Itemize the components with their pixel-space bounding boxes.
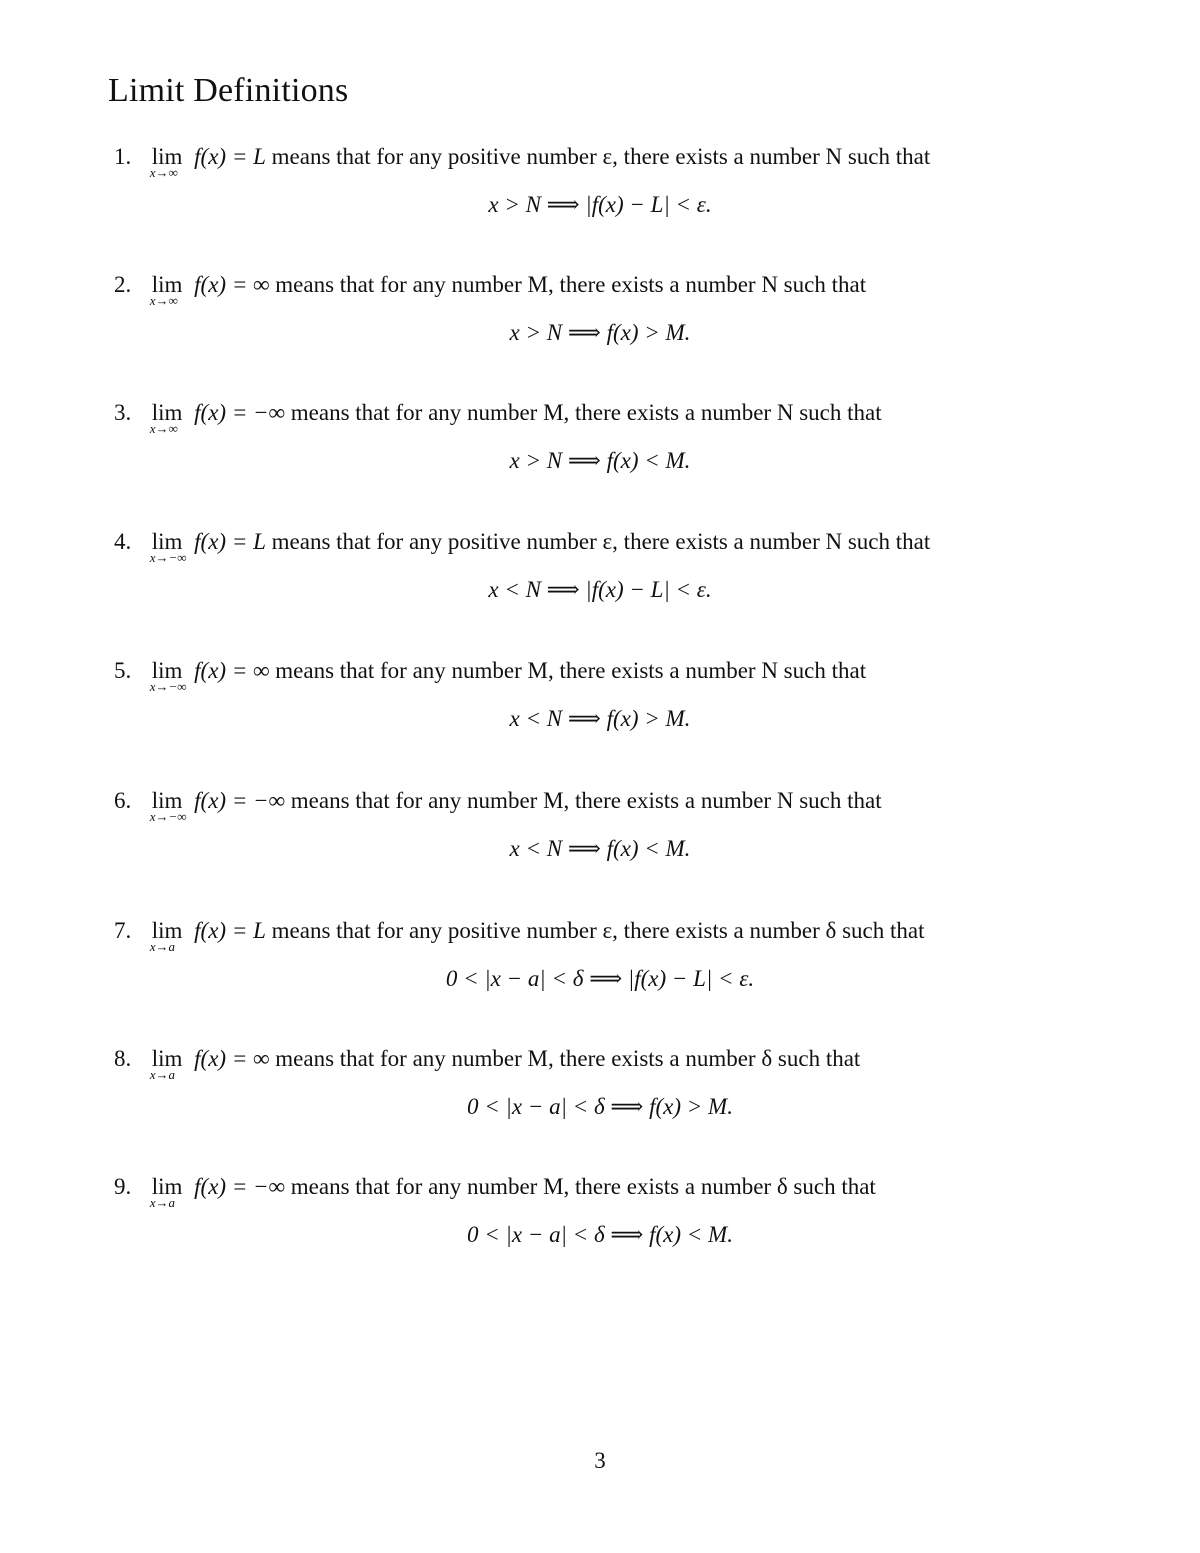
limit-operator [149,656,187,694]
definition-9 [0,1172,1200,1292]
display-formula: x < N ⟹ |f(x) − L| < ε. [488,577,712,602]
limit-statement: f(x) = ∞ [194,1046,270,1071]
definition-text: means that for any number M, there exists a number N such that [290,400,882,425]
display-formula: x < N ⟹ f(x) < M. [509,836,691,861]
display-formula: 0 < |x − a| < δ ⟹ f(x) < M. [467,1222,733,1247]
limit-statement: f(x) = −∞ [194,788,286,813]
limit-subscript: x→a [149,1067,176,1082]
item-number: 9. [114,1174,132,1199]
definition-8 [0,1044,1200,1164]
limit-operator [149,1172,183,1210]
definition-4 [0,527,1200,647]
limit-statement: f(x) = L [194,144,266,169]
definition-statement [114,1172,876,1210]
definition-statement [114,527,931,565]
limit-operator [149,142,183,180]
display-formula: 0 < |x − a| < δ ⟹ |f(x) − L| < ε. [445,966,755,991]
item-number: 6. [114,788,132,813]
lim-word: lim [151,529,183,554]
display-formula: x > N ⟹ f(x) < M. [509,448,691,473]
item-number: 3. [114,400,132,425]
limit-subscript: x→a [149,1195,176,1210]
definition-7 [0,916,1200,1036]
item-number: 8. [114,1046,132,1071]
definition-text: means that for any number M, there exists a number δ such that [290,1174,876,1199]
lim-word: lim [151,918,183,943]
page-title: Limit Definitions [108,72,349,109]
limit-operator [149,527,187,565]
limit-subscript: x→a [149,939,176,954]
definition-6 [0,786,1200,906]
limit-subscript: x→−∞ [149,809,187,824]
limit-subscript: x→−∞ [149,679,187,694]
definition-3 [0,398,1200,518]
item-number: 7. [114,918,132,943]
definition-statement [114,398,882,436]
definition-text: means that for any number M, there exists a number N such that [275,272,867,297]
lim-word: lim [151,1046,183,1071]
limit-operator [149,398,183,436]
lim-word: lim [151,1174,183,1199]
definition-2 [0,270,1200,390]
limit-operator [149,786,187,824]
limit-subscript: x→∞ [149,165,178,180]
item-number: 4. [114,529,132,554]
limit-statement: f(x) = −∞ [194,400,286,425]
limit-statement: f(x) = ∞ [194,272,270,297]
limit-statement: f(x) = L [194,918,266,943]
lim-word: lim [151,788,183,813]
display-formula: 0 < |x − a| < δ ⟹ f(x) > M. [467,1094,733,1119]
definition-text: means that for any positive number ε, there exists a number N such that [271,144,931,169]
limit-statement: f(x) = −∞ [194,1174,286,1199]
lim-word: lim [151,144,183,169]
display-formula: x > N ⟹ f(x) > M. [509,320,691,345]
lim-word: lim [151,658,183,683]
definition-text: means that for any positive number ε, there exists a number δ such that [271,918,925,943]
definition-statement [114,270,867,308]
limit-operator [149,270,183,308]
definition-statement [114,656,867,694]
limit-subscript: x→−∞ [149,550,187,565]
limit-subscript: x→∞ [149,421,178,436]
definition-text: means that for any number M, there exists a number N such that [275,658,867,683]
page-number: 3 [594,1448,606,1473]
limit-statement: f(x) = L [194,529,266,554]
item-number: 5. [114,658,132,683]
display-formula: x < N ⟹ f(x) > M. [509,706,691,731]
limit-operator [149,916,183,954]
lim-word: lim [151,272,183,297]
definition-statement [114,1044,861,1082]
definition-text: means that for any number M, there exists a number N such that [290,788,882,813]
item-number: 1. [114,144,132,169]
definition-1 [0,142,1200,262]
lim-word: lim [151,400,183,425]
limit-statement: f(x) = ∞ [194,658,270,683]
definition-statement [114,142,931,180]
definition-statement [114,916,925,954]
definition-statement [114,786,882,824]
limit-operator [149,1044,183,1082]
item-number: 2. [114,272,132,297]
definition-text: means that for any positive number ε, there exists a number N such that [271,529,931,554]
display-formula: x > N ⟹ |f(x) − L| < ε. [488,192,712,217]
definition-text: means that for any number M, there exists a number δ such that [275,1046,861,1071]
definition-5 [0,656,1200,776]
limit-subscript: x→∞ [149,293,178,308]
